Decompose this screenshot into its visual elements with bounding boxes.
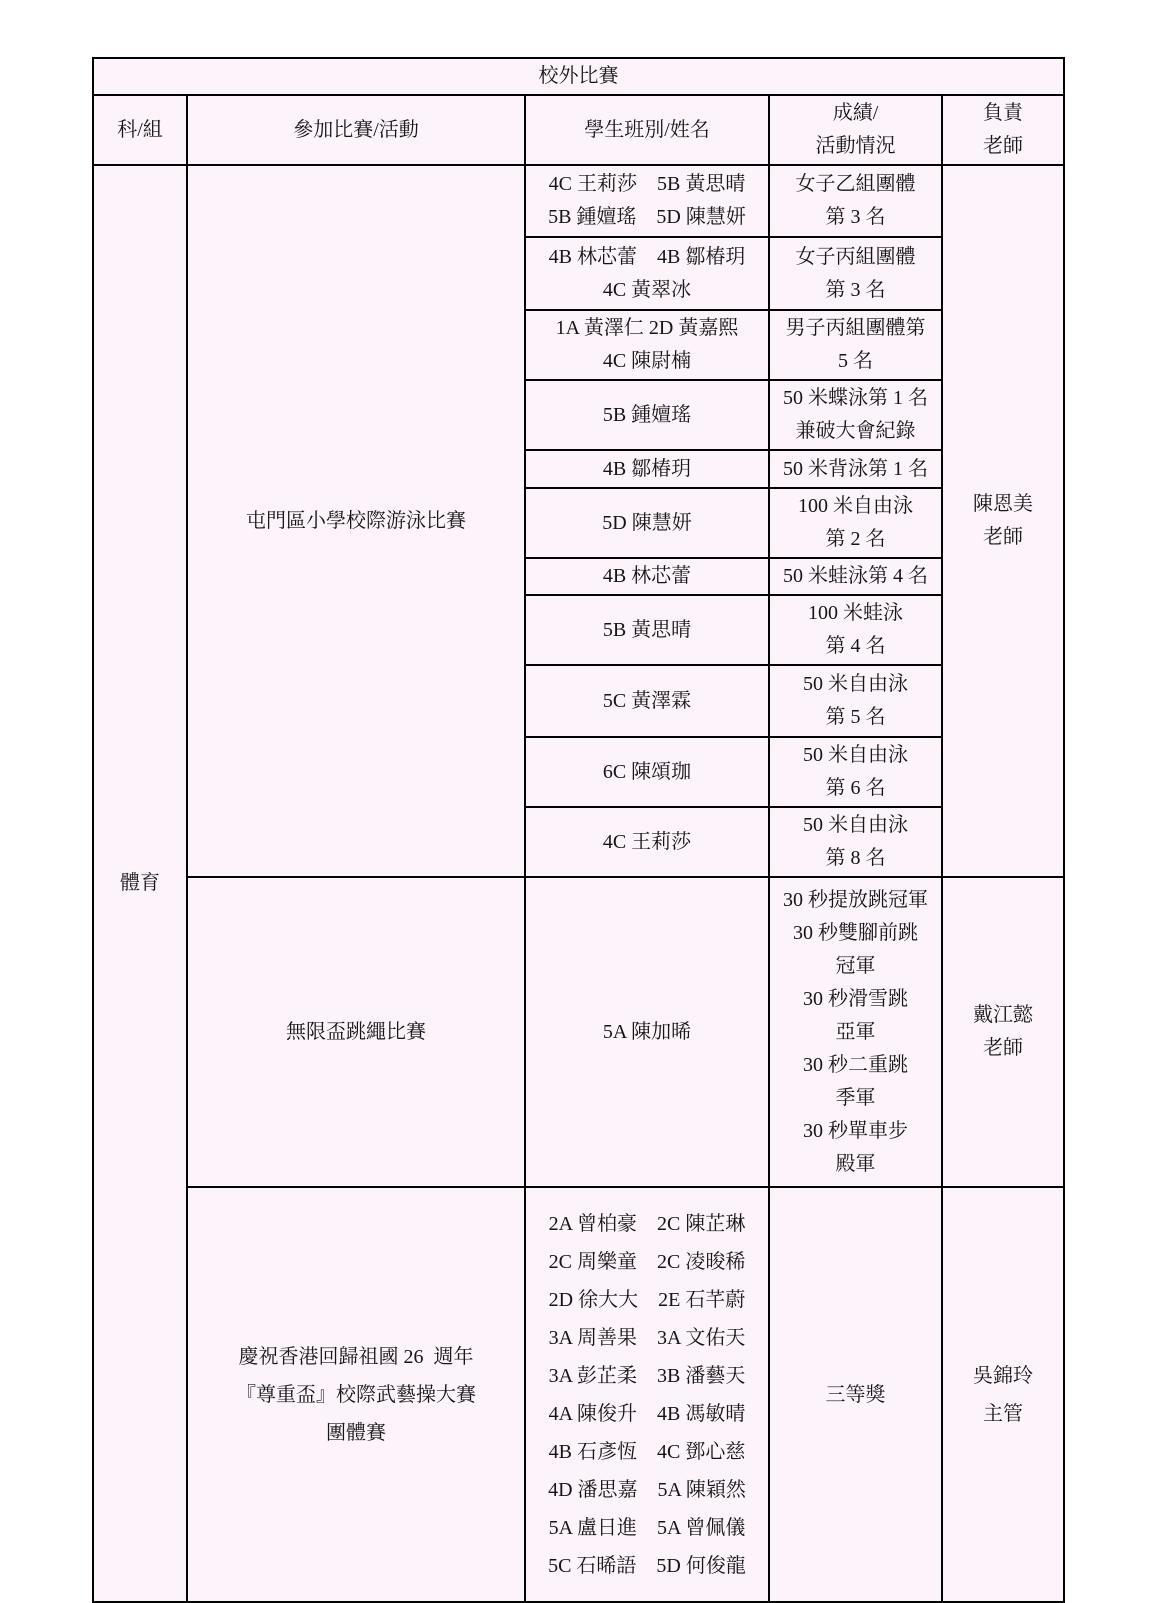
text-line: 第 4 名 [825,635,886,657]
students-cell [525,558,769,595]
result-cell [769,237,942,310]
text-line: 4A 陳俊升 4B 馮敏晴 [548,1402,746,1425]
text-line: 男子丙組團體第 [785,317,926,339]
students-cell [525,665,769,737]
students-cell [525,310,769,380]
text-line: 100 米蛙泳 [808,602,903,624]
students-cell [525,450,769,488]
table-row [93,165,1064,237]
text-line: 30 秒提放跳冠軍 [783,888,928,911]
text-line: 慶祝香港回歸祖國 26 週年 [238,1345,474,1368]
students-cell [525,807,769,877]
text-line: 50 米背泳第 1 名 [783,457,928,480]
text-line: 5D 陳慧妍 [602,511,692,534]
text-line: 30 秒雙腳前跳 [793,921,918,944]
text-line: 4B 林芯蕾 4B 鄒椿玥 [548,245,746,268]
text-line: 4B 林芯蕾 [602,565,692,587]
text-line: 成績/ [832,102,879,124]
external-competition-table [92,57,1065,1603]
table-title: 校外比賽 [93,58,1064,95]
text-line: 1A 黃澤仁 2D 黃嘉熙 [555,317,739,339]
text-line: 第 6 名 [825,777,886,799]
text-line: 4B 石彥恆 4C 鄧心慈 [548,1440,746,1463]
text-line: 4C 黃翠冰 [602,278,692,301]
text-line: 5C 石晞語 5D 何俊龍 [548,1554,746,1577]
students-cell [525,737,769,807]
text-line: 陳恩美 [973,493,1034,515]
text-line: 老師 [983,135,1024,157]
text-line: 5B 鍾嬗瑤 5D 陳慧妍 [548,206,746,228]
text-line: 負責 [983,102,1024,124]
result-cell [769,595,942,665]
students-cell [525,165,769,237]
text-line: 第 5 名 [825,706,886,728]
text-line: 5A 盧日進 5A 曾佩儀 [548,1516,746,1539]
text-line: 50 米自由泳 [803,673,908,695]
text-line: 冠軍 [835,954,876,977]
text-line: 第 3 名 [825,206,886,228]
result-cell [769,737,942,807]
students-cell [525,1187,769,1602]
teacher-cell [942,165,1064,877]
text-line: 團體賽 [326,1421,386,1444]
text-line: 戴江懿 [973,1004,1034,1026]
header-student-class-name [525,95,769,165]
subject-cell-pe: 體育 [93,165,187,1602]
result-cell [769,380,942,450]
text-line: 女子乙組團體 [795,173,916,195]
students-cell [525,380,769,450]
result-cell [769,665,942,737]
result-cell [769,1187,942,1602]
text-line: 老師 [983,526,1024,548]
text-line: 3A 周善果 3A 文佑天 [548,1326,746,1349]
text-line: 5B 鍾嬗瑤 [602,403,692,426]
text-line: 第 3 名 [825,278,886,301]
competition-swimming-cell [187,165,525,877]
text-line: 2C 周樂童 2C 凌晙稀 [548,1250,746,1273]
text-line: 活動情況 [815,135,896,157]
students-cell [525,877,769,1187]
competition-rope-skipping-cell [187,877,525,1187]
result-cell [769,877,942,1187]
table-row [93,877,1064,1187]
text-line: 季軍 [835,1086,876,1109]
text-line: 5B 黃思晴 [602,618,692,641]
text-line: 50 米自由泳 [803,744,908,766]
table-row [93,1187,1064,1602]
text-line: 30 秒單車步 [803,1119,908,1142]
text-line: 4D 潘思嘉 5A 陳穎然 [548,1478,746,1501]
text-line: 主管 [983,1402,1024,1425]
header-teacher [942,95,1064,165]
text-line: 兼破大會紀錄 [795,420,916,442]
text-line: 5A 陳加晞 [602,1020,692,1043]
text-line: 參加比賽/活動 [293,118,419,141]
text-line: 5C 黃澤霖 [602,689,692,712]
header-subject-group [93,95,187,165]
text-line: 50 米蝶泳第 1 名 [783,387,928,409]
text-line: 老師 [983,1037,1024,1059]
result-cell [769,165,942,237]
text-line: 三等獎 [825,1383,886,1406]
text-line: 吳錦玲 [973,1364,1034,1387]
students-cell [525,237,769,310]
text-line: 亞軍 [835,1020,876,1043]
text-line: 科/組 [117,118,163,141]
result-cell [769,310,942,380]
text-line: 第 2 名 [825,528,886,550]
text-line: 50 米蛙泳第 4 名 [783,565,928,587]
header-result-activity [769,95,942,165]
text-line: 4C 陳尉楠 [602,350,692,372]
text-line: 4B 鄒椿玥 [602,457,692,480]
text-line: 6C 陳頌珈 [602,760,692,783]
table-title-row [93,58,1064,95]
text-line: 2D 徐大大 2E 石芊蔚 [548,1288,746,1311]
result-cell [769,807,942,877]
text-line: 4C 王莉莎 5B 黃思晴 [548,173,746,195]
text-line: 100 米自由泳 [798,495,913,517]
text-line: 5 名 [838,350,873,372]
header-competition-activity [187,95,525,165]
text-line: 30 秒滑雪跳 [803,987,908,1010]
text-line: 屯門區小學校際游泳比賽 [246,509,466,532]
text-line: 『尊重盃』校際武藝操大賽 [236,1383,476,1406]
text-line: 第 8 名 [825,847,886,869]
text-line: 無限盃跳繩比賽 [286,1020,426,1043]
table-header-row [93,95,1064,165]
result-cell [769,450,942,488]
teacher-cell [942,877,1064,1187]
students-cell [525,595,769,665]
teacher-cell [942,1187,1064,1602]
students-cell [525,488,769,558]
text-line: 殿軍 [835,1152,876,1175]
text-line: 4C 王莉莎 [602,830,692,853]
text-line: 學生班別/姓名 [584,118,710,141]
text-line: 女子丙組團體 [795,245,916,268]
text-line: 30 秒二重跳 [803,1053,908,1076]
competition-martial-arts-cell [187,1187,525,1602]
text-line: 50 米自由泳 [803,814,908,836]
text-line: 3A 彭芷柔 3B 潘藝天 [548,1364,746,1387]
result-cell [769,558,942,595]
result-cell [769,488,942,558]
text-line: 2A 曾柏豪 2C 陳芷琳 [548,1212,746,1235]
